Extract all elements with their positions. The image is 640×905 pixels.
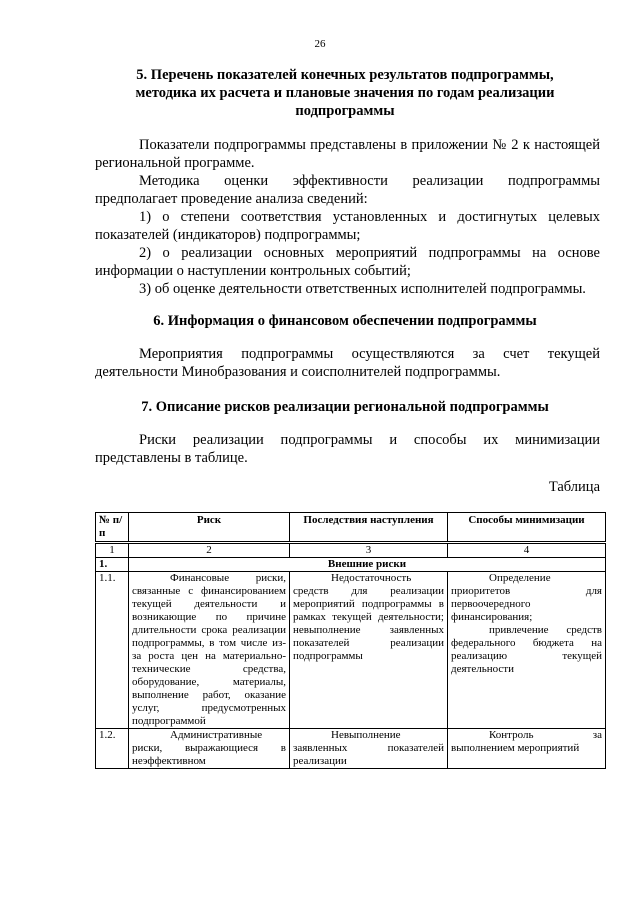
row-methods (448, 572, 606, 729)
row-methods-part: Определение приоритетов для первоочередного финансирования; (451, 572, 602, 623)
risk-table (95, 512, 606, 769)
header-risk: Риск (129, 513, 290, 543)
section5-paragraph-1: Показатели подпрограммы представлены в приложении № 2 к настоящей региональной программе. (95, 137, 600, 171)
row-num: 1.1. (96, 572, 129, 729)
section6-title: 6. Информация о финансовом обеспечении подпрограммы (153, 313, 537, 329)
section7-title: 7. Описание рисков реализации региональной подпрограммы (141, 399, 549, 415)
header-consequences: Последствия наступления (290, 513, 448, 543)
section7-paragraph-1: Риски реализации подпрограммы и способы их минимизации представлены в таблице. (95, 432, 600, 466)
row-risk: Административные риски, выражающиеся в неэффективном (129, 729, 290, 769)
section5-title-line3: подпрограммы (295, 103, 395, 119)
row-methods-part: привлечение средств федерального бюджета на реализацию текущей деятельности (451, 624, 602, 675)
column-number: 4 (448, 543, 606, 558)
row-risk: Финансовые риски, связанные с финансированием текущей деятельности и возникающие по причине длительности срока реализации подпрограммы, в том числе из-за роста цен на материально-технические средства, оборудование, материалы, выполнение работ, оказание услуг, предусмотренных подпрограммой (129, 572, 290, 729)
group-row (96, 558, 606, 572)
group-num: 1. (96, 558, 129, 572)
section5-title-line2: методика их расчета и плановые значения по годам реализации (135, 85, 555, 101)
table-row (96, 572, 606, 729)
section5-paragraph-4: 2) о реализации основных мероприятий подпрограммы на основе информации о наступлении контрольных событий; (95, 245, 600, 279)
section6-paragraph-1: Мероприятия подпрограммы осуществляются за счет текущей деятельности Минобразования и соисполнителей подпрограммы. (95, 346, 600, 380)
section5-title-line1: 5. Перечень показателей конечных результатов подпрограммы, (136, 67, 554, 83)
section5-paragraph-3: 1) о степени соответствия установленных и достигнутых целевых показателей (индикаторов) подпрограммы; (95, 209, 600, 243)
row-consequences: Недостаточность средств для реализации мероприятий подпрограммы в рамках текущей деятельности; невыполнение заявленных показателей реализации подпрограммы (290, 572, 448, 729)
section5-paragraph-5: 3) об оценке деятельности ответственных исполнителей подпрограммы. (139, 281, 586, 297)
section5-paragraph-2: Методика оценки эффективности реализации подпрограммы предполагает проведение анализа сведений: (95, 173, 600, 207)
column-number: 1 (96, 543, 129, 558)
header-num: № п/п (96, 513, 129, 543)
section5-title (90, 66, 600, 120)
row-consequences: Невыполнение заявленных показателей реализации (290, 729, 448, 769)
row-num: 1.2. (96, 729, 129, 769)
header-methods: Способы минимизации (448, 513, 606, 543)
column-number: 3 (290, 543, 448, 558)
row-methods (448, 729, 606, 769)
column-number: 2 (129, 543, 290, 558)
table-caption: Таблица (548, 479, 600, 495)
group-title: Внешние риски (129, 558, 606, 572)
page-number: 26 (314, 38, 326, 50)
row-methods-part: Контроль за выполнением мероприятий (451, 729, 602, 754)
table-header-row (96, 513, 606, 543)
column-number-row (96, 543, 606, 558)
table-row (96, 729, 606, 769)
